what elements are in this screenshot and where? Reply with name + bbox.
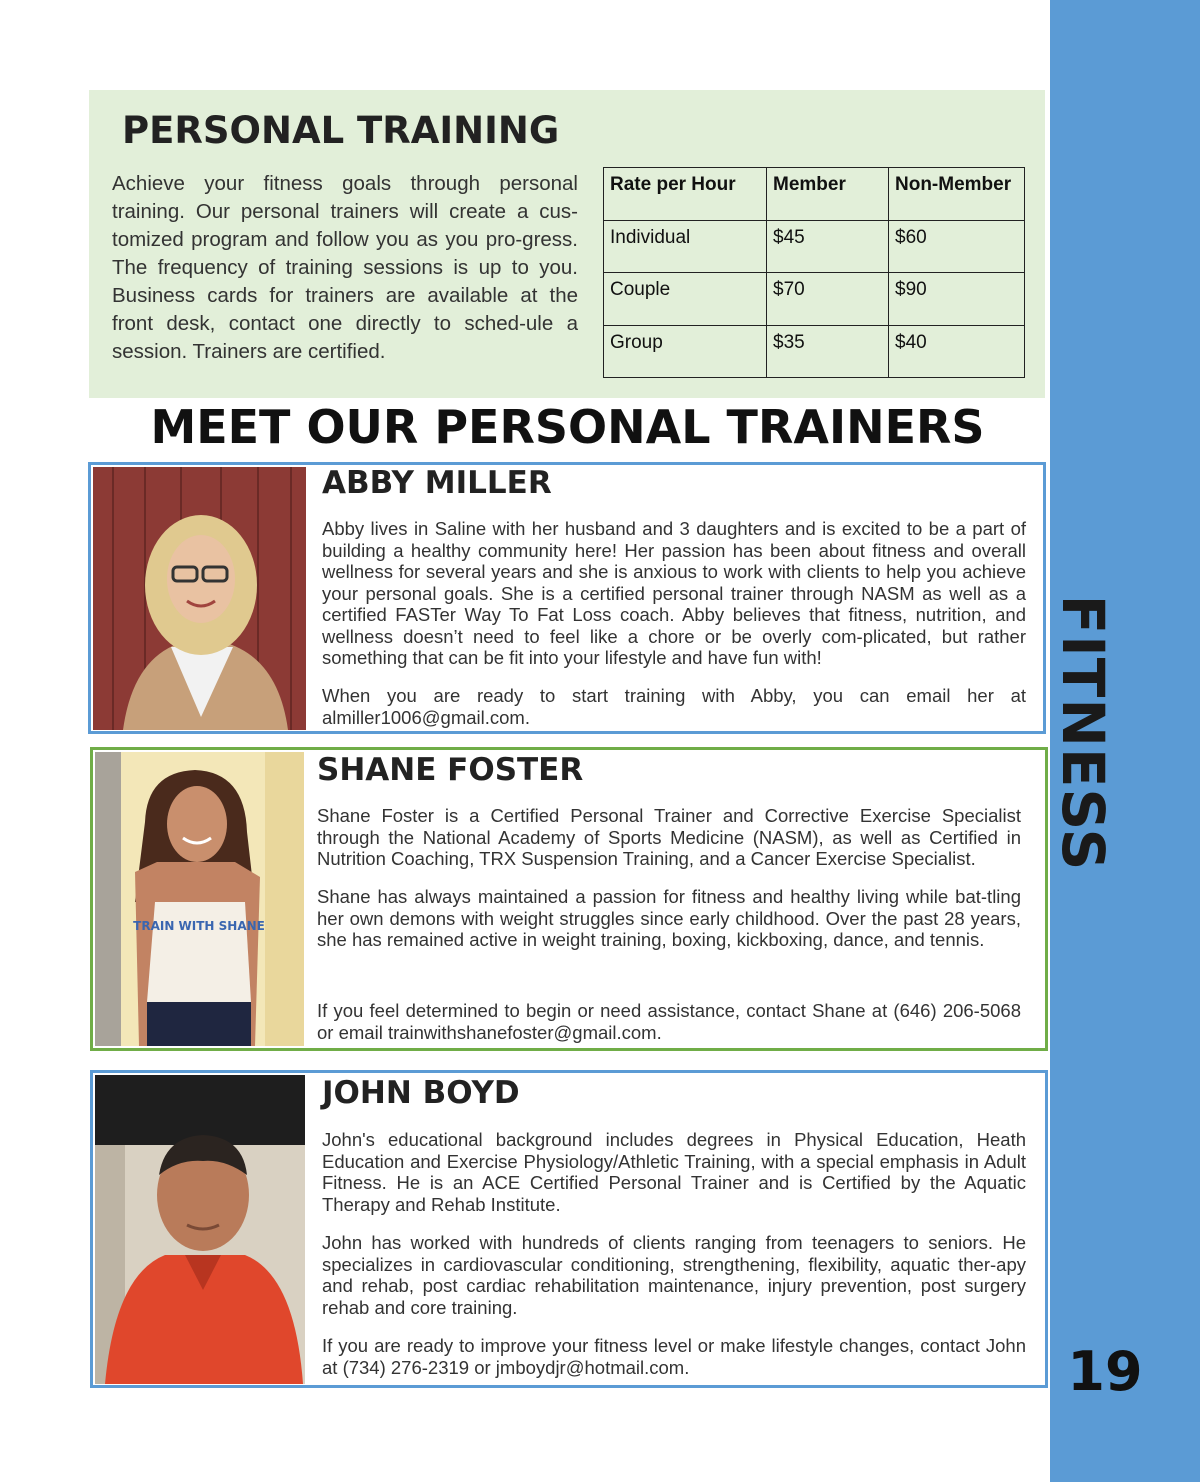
rates-cell: Group — [604, 325, 767, 378]
trainer-bio-paragraph: Shane has always maintained a passion for fitness and healthy living while bat-tling her own demons with weight struggles since early childhood. Over the past 28 years, she has remained active in weight training, boxing, kickboxing, dance, and tennis. — [317, 886, 1021, 950]
trainer-bio-paragraph: Shane Foster is a Certified Personal Trainer and Corrective Exercise Specialist through the National Academy of Sports Medicine (NASM), as well as Certified in Nutrition Coaching, TRX Suspension Training, and a Cancer Exercise Specialist. — [317, 805, 1021, 869]
rates-header-row — [604, 168, 1025, 221]
section-label — [1043, 594, 1123, 872]
rates-cell: $90 — [889, 273, 1025, 326]
meet-trainers-heading: MEET OUR PERSONAL TRAINERS — [150, 400, 985, 454]
rates-cell: $70 — [767, 273, 889, 326]
rates-row — [604, 220, 1025, 273]
page-number: 19 — [1067, 1340, 1143, 1403]
personal-training-title: PERSONAL TRAINING — [122, 109, 560, 152]
trainer-photo-abby — [93, 467, 306, 730]
trainer-photo-john — [95, 1075, 305, 1384]
shirt-logo-text: TRAIN WITH SHANE — [133, 919, 265, 933]
rates-cell: $40 — [889, 325, 1025, 378]
rates-header-cell: Member — [767, 168, 889, 221]
rates-cell: Individual — [604, 220, 767, 273]
trainer-bio-paragraph: John's educational background includes degrees in Physical Education, Heath Education and Exercise Physiology/Athletic Training, with a special emphasis in Adult Fitness. He is an ACE Certified Personal Trainer and is Certified by the Aquatic Therapy and Rehab Institute. — [322, 1129, 1026, 1215]
rates-row — [604, 325, 1025, 378]
trainer-name: SHANE FOSTER — [317, 752, 584, 788]
rates-cell: $60 — [889, 220, 1025, 273]
rates-header-cell: Non-Member — [889, 168, 1025, 221]
section-label-text: FITNESS — [1049, 594, 1117, 872]
trainer-bio-paragraph: Abby lives in Saline with her husband and 3 daughters and is excited to be a part of building a healthy community here! Her passion has been about fitness and overall wellness for several years and she is anxious to work with clients to help you achieve your personal goals. She is a certified personal trainer through NASM as well as a certified FASTer Way To Fat Loss coach. Abby believes that fitness, nutrition, and wellness doesn’t need to feel like a chore or be overly com-plicated, but rather something that can be fit into your lifestyle and have fun with! — [322, 518, 1026, 668]
rates-table — [603, 167, 1025, 378]
personal-training-description: Achieve your fitness goals through personal training. Our personal trainers will create a cus-tomized program and follow you as you pro-gress. The frequency of training sessions is up to you. Business cards for trainers are available at the front desk, contact one directly to sched-ule a session. Trainers are certified. — [112, 172, 578, 363]
trainer-name: ABBY MILLER — [322, 465, 552, 501]
rates-row — [604, 273, 1025, 326]
rates-cell: $35 — [767, 325, 889, 378]
trainer-name: JOHN BOYD — [322, 1075, 520, 1111]
trainer-contact: If you feel determined to begin or need assistance, contact Shane at (646) 206-5068 or email trainwithshanefoster@gmail.com. — [317, 1000, 1021, 1043]
trainer-photo-shane — [95, 752, 304, 1046]
rates-header-cell: Rate per Hour — [604, 168, 767, 221]
rates-cell: Couple — [604, 273, 767, 326]
trainer-bio-paragraph: John has worked with hundreds of clients ranging from teenagers to seniors. He specializes in cardiovascular conditioning, strengthening, flexibility, aquatic ther-apy and rehab, post cardiac rehabilitation maintenance, injury prevention, post surgery rehab and core training. — [322, 1232, 1026, 1318]
rates-cell: $45 — [767, 220, 889, 273]
trainer-contact: If you are ready to improve your fitness level or make lifestyle changes, contact John at (734) 276-2319 or jmboydjr@hotmail.com. — [322, 1335, 1026, 1378]
trainer-contact: When you are ready to start training with Abby, you can email her at almiller1006@gmail.com. — [322, 685, 1026, 728]
